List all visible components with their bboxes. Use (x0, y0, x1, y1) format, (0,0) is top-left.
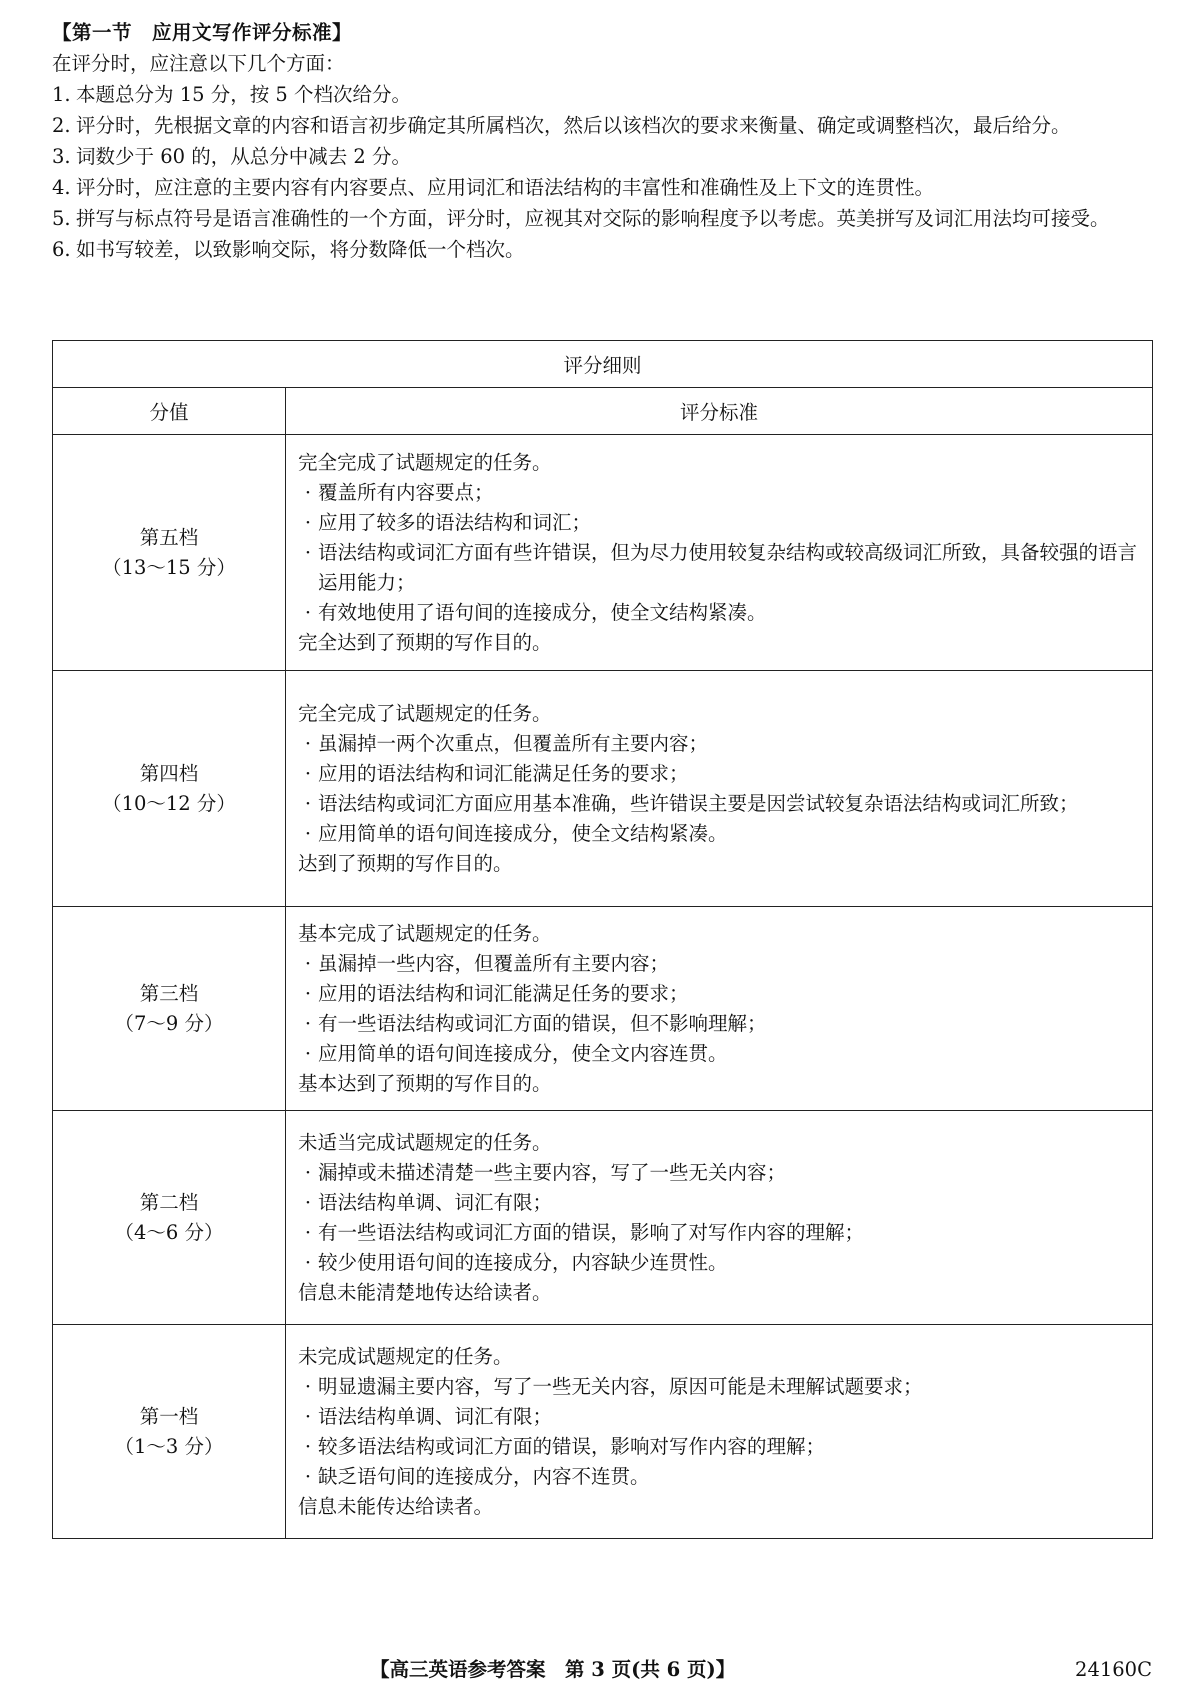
criteria-intro: 完全完成了试题规定的任务。 (298, 701, 552, 725)
criteria-intro: 基本完成了试题规定的任务。 (298, 921, 552, 945)
criteria-bullet (298, 1188, 1140, 1218)
footer-title: 【高三英语参考答案 第 3 页(共 6 页)】 (370, 1658, 736, 1681)
table-row (53, 1325, 1153, 1539)
criteria-bullet (298, 789, 1140, 819)
rule-text: 如书写较差，以致影响交际，将分数降低一个档次。 (76, 238, 525, 261)
bullet-text: 应用简单的语句间连接成分，使全文结构紧凑。 (318, 821, 728, 845)
level-name: 第二档 (139, 1190, 199, 1214)
bullet-dot: · (304, 1160, 312, 1184)
level-name: 第四档 (139, 761, 199, 785)
criteria-bullet (298, 478, 1140, 508)
bullet-text: 语法结构单调、词汇有限； (318, 1190, 553, 1214)
bullet-text: 覆盖所有内容要点； (318, 480, 494, 504)
footer-code: 24160C (1075, 1658, 1152, 1681)
criteria-bullet (298, 1372, 1140, 1402)
rule-text: 拼写与标点符号是语言准确性的一个方面，评分时，应视其对交际的影响程度予以考虑。英美拼写及词汇用法均可接受。 (76, 207, 1110, 230)
bullet-dot: · (304, 480, 312, 504)
rule-item (52, 172, 1152, 203)
rule-number: 5. (52, 207, 71, 230)
criteria-intro: 未适当完成试题规定的任务。 (298, 1130, 552, 1154)
bullet-dot: · (304, 510, 312, 534)
header-criteria: 评分标准 (286, 388, 1153, 435)
bullet-text: 语法结构或词汇方面应用基本准确，些许错误主要是因尝试较复杂语法结构或词汇所致； (318, 791, 1079, 815)
rule-item (52, 141, 1152, 172)
level-range: （7～9 分） (114, 1011, 224, 1035)
criteria-cell (286, 435, 1153, 671)
rule-number: 4. (52, 176, 71, 199)
rule-item (52, 234, 1152, 265)
rule-item (52, 203, 1152, 234)
table-row (53, 435, 1153, 671)
bullet-text: 有效地使用了语句间的连接成分，使全文结构紧凑。 (318, 600, 767, 624)
score-cell (53, 435, 286, 671)
score-cell (53, 1111, 286, 1325)
bullet-text: 应用简单的语句间连接成分，使全文内容连贯。 (318, 1041, 728, 1065)
table-caption: 评分细则 (53, 341, 1153, 388)
table-row (53, 1111, 1153, 1325)
bullet-dot: · (304, 1250, 312, 1274)
rule-item (52, 79, 1152, 110)
bullet-dot: · (304, 1404, 312, 1428)
bullet-text: 漏掉或未描述清楚一些主要内容，写了一些无关内容； (318, 1160, 787, 1184)
bullet-dot: · (304, 1190, 312, 1214)
criteria-bullet (298, 538, 1140, 598)
criteria-bullet (298, 1009, 1140, 1039)
criteria-bullet (298, 598, 1140, 628)
criteria-bullet (298, 1039, 1140, 1069)
table-row (53, 671, 1153, 907)
header-score: 分值 (53, 388, 286, 435)
bullet-text: 语法结构或词汇方面有些许错误，但为尽力使用较复杂结构或较高级词汇所致，具备较强的语言运用能力； (318, 540, 1138, 594)
bullet-dot: · (304, 540, 312, 564)
criteria-bullet (298, 1402, 1140, 1432)
bullet-dot: · (304, 1041, 312, 1065)
score-cell (53, 1325, 286, 1539)
rule-text: 评分时，先根据文章的内容和语言初步确定其所属档次，然后以该档次的要求来衡量、确定或调整档次，最后给分。 (76, 114, 1071, 137)
criteria-intro: 未完成试题规定的任务。 (298, 1344, 513, 1368)
criteria-bullet (298, 1432, 1140, 1462)
criteria-bullet (298, 508, 1140, 538)
level-range: （4～6 分） (114, 1220, 224, 1244)
level-name: 第一档 (139, 1404, 199, 1428)
criteria-bullet (298, 1462, 1140, 1492)
bullet-text: 较少使用语句间的连接成分，内容缺少连贯性。 (318, 1250, 728, 1274)
bullet-dot: · (304, 981, 312, 1005)
score-cell (53, 907, 286, 1111)
bullet-dot: · (304, 1011, 312, 1035)
rule-text: 评分时，应注意的主要内容有内容要点、应用词汇和语法结构的丰富性和准确性及上下文的连贯性。 (76, 176, 935, 199)
table-row (53, 907, 1153, 1111)
bullet-text: 较多语法结构或词汇方面的错误，影响对写作内容的理解； (318, 1434, 826, 1458)
criteria-cell (286, 907, 1153, 1111)
rule-text: 本题总分为 15 分，按 5 个档次给分。 (76, 83, 412, 106)
bullet-dot: · (304, 1374, 312, 1398)
criteria-outro: 达到了预期的写作目的。 (298, 851, 513, 875)
bullet-text: 有一些语法结构或词汇方面的错误，影响了对写作内容的理解； (318, 1220, 865, 1244)
score-cell (53, 671, 286, 907)
level-name: 第五档 (139, 525, 199, 549)
bullet-dot: · (304, 951, 312, 975)
bullet-dot: · (304, 791, 312, 815)
level-range: （13～15 分） (102, 555, 236, 579)
section-title: 【第一节 应用文写作评分标准】 (52, 21, 353, 44)
bullet-text: 明显遗漏主要内容，写了一些无关内容，原因可能是未理解试题要求； (318, 1374, 923, 1398)
criteria-cell (286, 1325, 1153, 1539)
criteria-bullet (298, 819, 1140, 849)
level-name: 第三档 (139, 981, 199, 1005)
rule-text: 词数少于 60 的，从总分中减去 2 分。 (76, 145, 412, 168)
bullet-text: 有一些语法结构或词汇方面的错误，但不影响理解； (318, 1011, 767, 1035)
criteria-cell (286, 1111, 1153, 1325)
bullet-text: 应用的语法结构和词汇能满足任务的要求； (318, 981, 689, 1005)
page-footer (0, 1653, 1200, 1687)
bullet-text: 虽漏掉一些内容，但覆盖所有主要内容； (318, 951, 670, 975)
criteria-outro: 完全达到了预期的写作目的。 (298, 630, 552, 654)
criteria-bullet (298, 1218, 1140, 1248)
rules-list (52, 79, 1152, 265)
criteria-outro: 基本达到了预期的写作目的。 (298, 1071, 552, 1095)
criteria-bullet (298, 979, 1140, 1009)
criteria-cell (286, 671, 1153, 907)
rule-number: 6. (52, 238, 71, 261)
bullet-text: 语法结构单调、词汇有限； (318, 1404, 553, 1428)
rule-number: 3. (52, 145, 71, 168)
criteria-outro: 信息未能清楚地传达给读者。 (298, 1280, 552, 1304)
bullet-dot: · (304, 1434, 312, 1458)
criteria-bullet (298, 1158, 1140, 1188)
bullet-dot: · (304, 600, 312, 624)
rule-number: 2. (52, 114, 71, 137)
rule-number: 1. (52, 83, 71, 106)
criteria-bullet (298, 949, 1140, 979)
intro-text: 在评分时，应注意以下几个方面： (52, 52, 345, 75)
level-range: （10～12 分） (102, 791, 236, 815)
criteria-bullet (298, 759, 1140, 789)
table-header-row (53, 388, 1153, 435)
bullet-dot: · (304, 1220, 312, 1244)
level-range: （1～3 分） (114, 1434, 224, 1458)
bullet-dot: · (304, 761, 312, 785)
rule-item (52, 110, 1152, 141)
bullet-text: 应用的语法结构和词汇能满足任务的要求； (318, 761, 689, 785)
bullet-text: 应用了较多的语法结构和词汇； (318, 510, 592, 534)
bullet-text: 虽漏掉一两个次重点，但覆盖所有主要内容； (318, 731, 709, 755)
criteria-bullet (298, 729, 1140, 759)
criteria-bullet (298, 1248, 1140, 1278)
bullet-text: 缺乏语句间的连接成分，内容不连贯。 (318, 1464, 650, 1488)
criteria-intro: 完全完成了试题规定的任务。 (298, 450, 552, 474)
rubric-page (52, 18, 1152, 265)
bullet-dot: · (304, 821, 312, 845)
bullet-dot: · (304, 1464, 312, 1488)
table-caption-row (53, 341, 1153, 388)
bullet-dot: · (304, 731, 312, 755)
criteria-outro: 信息未能传达给读者。 (298, 1494, 494, 1518)
scoring-rubric-table (52, 340, 1153, 1539)
